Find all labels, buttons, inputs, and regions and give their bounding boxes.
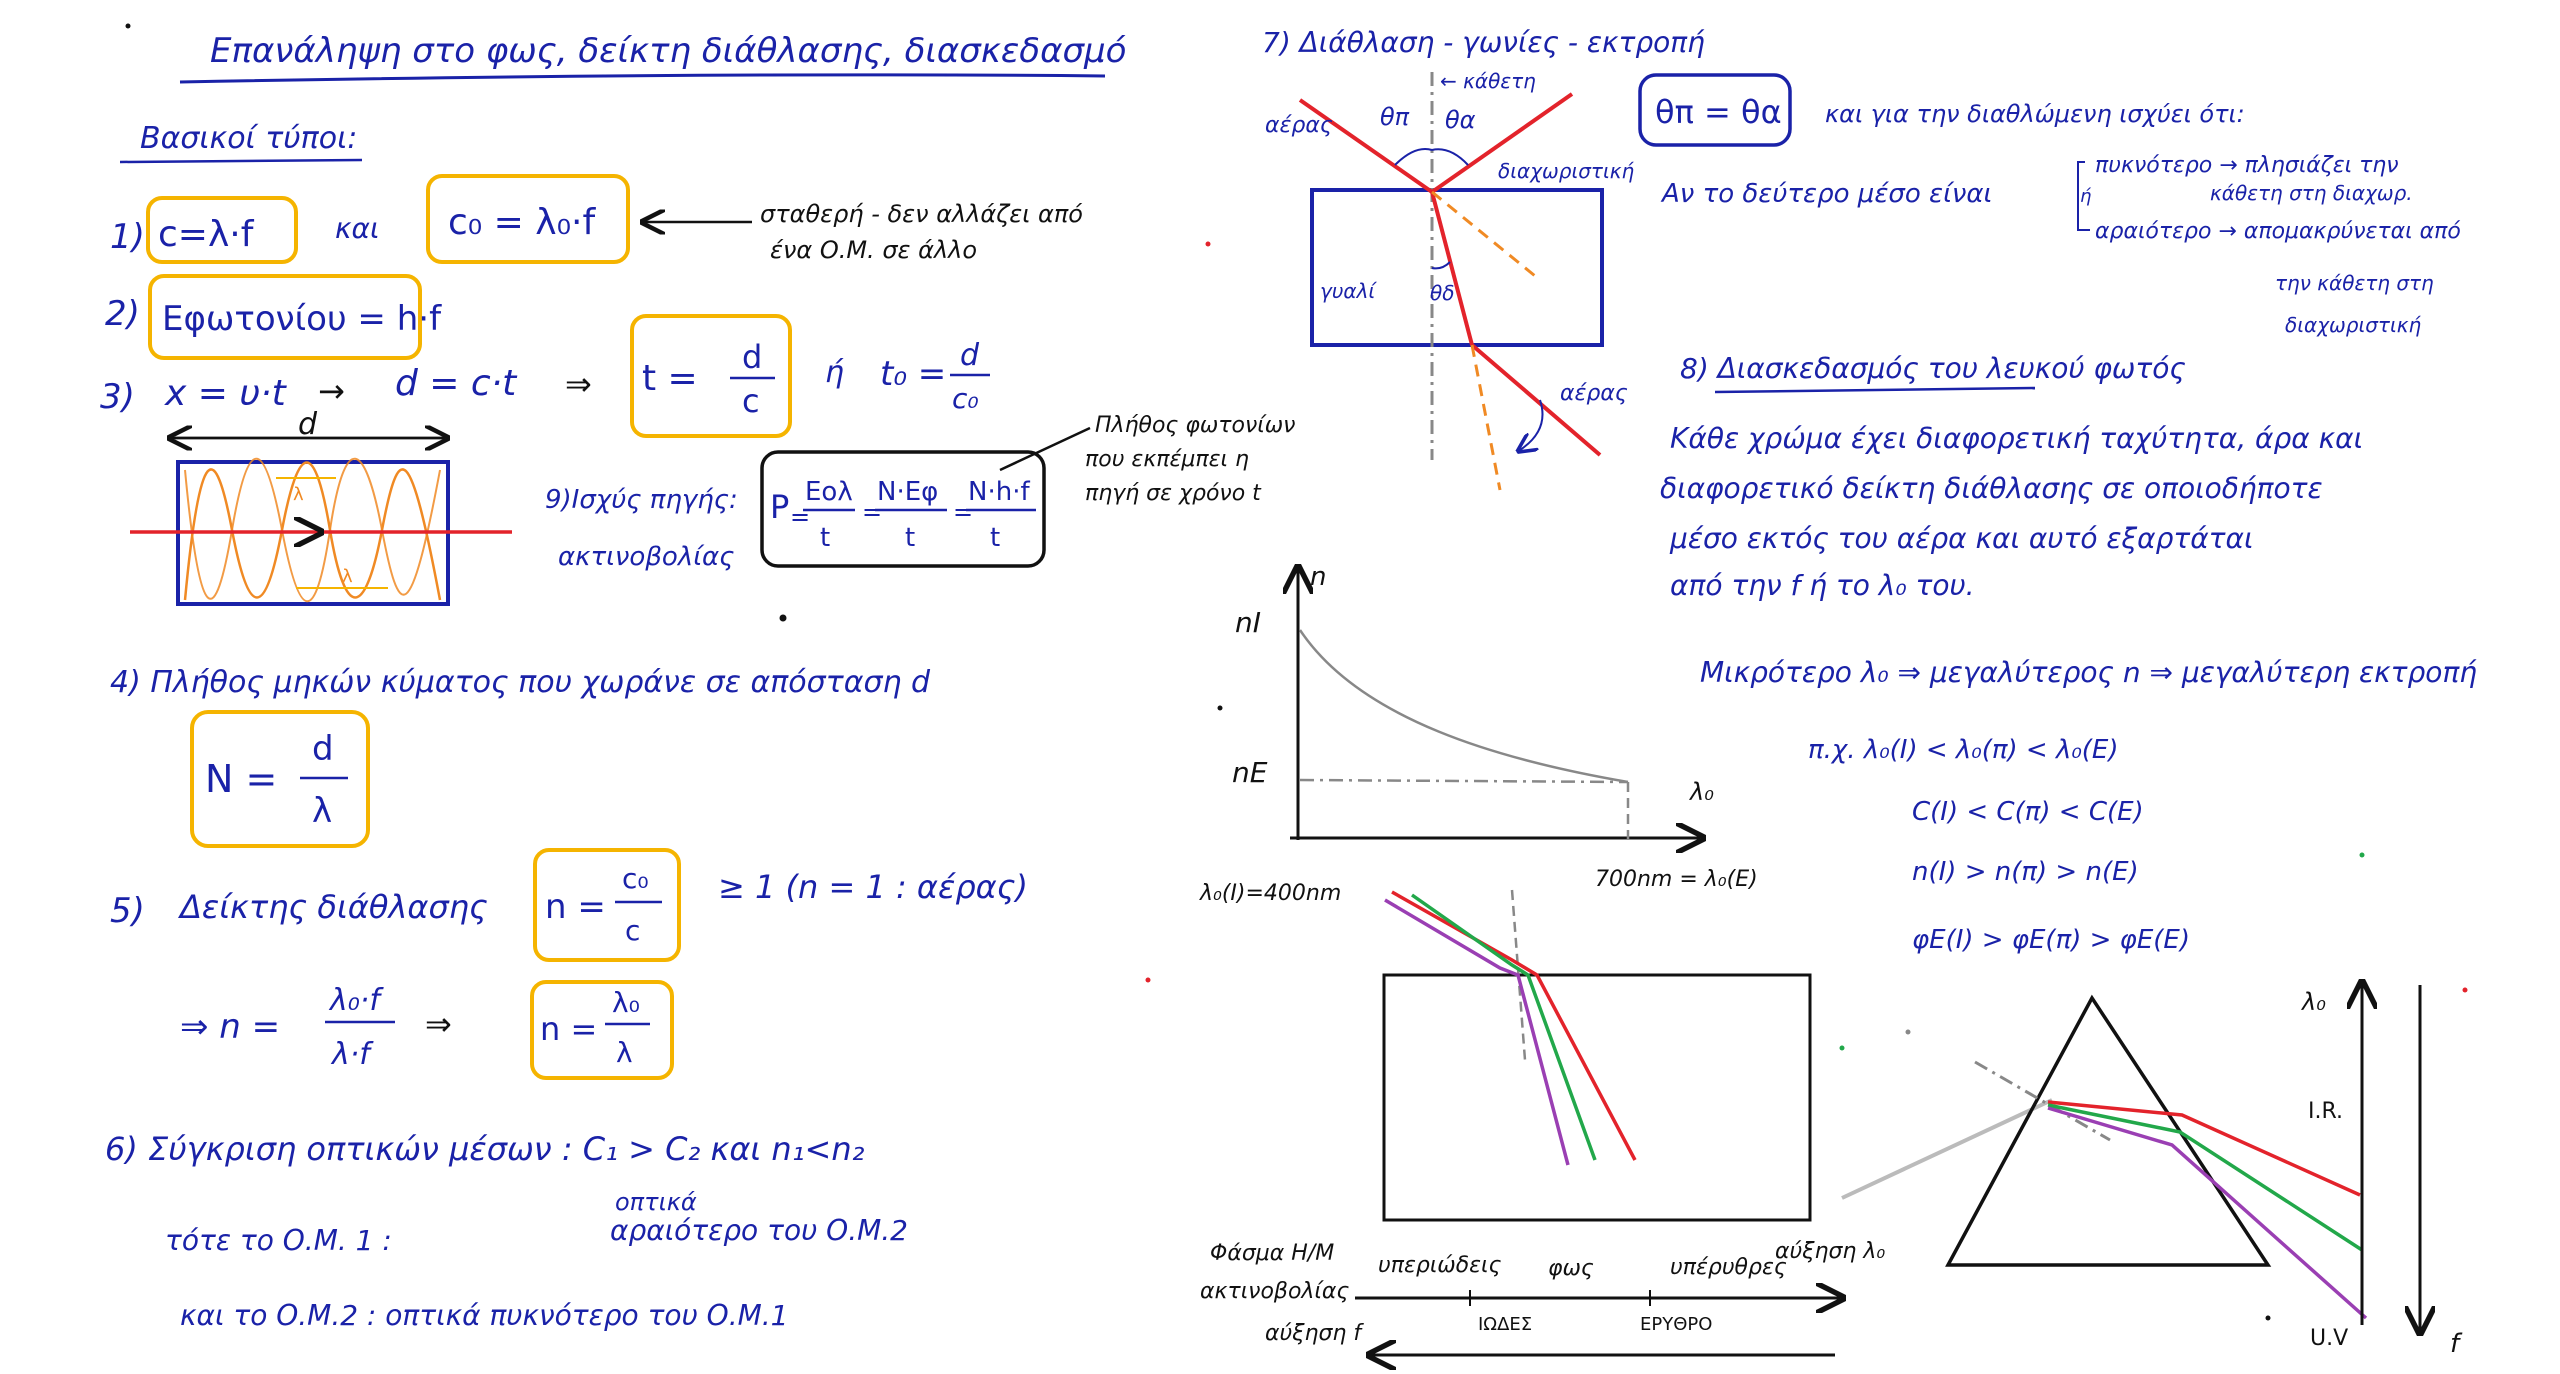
prism-f-label: f [2450, 1329, 2460, 1359]
wave-curve-2 [185, 459, 440, 602]
f9-d2: t [905, 523, 916, 553]
f3-or: ή [825, 355, 845, 390]
spectrum-uv: υπεριώδεις [1378, 1253, 1502, 1278]
dispersion-block [1384, 975, 1810, 1220]
white-light-ray [1842, 1100, 2052, 1198]
f1-note-2: ένα Ο.Μ. σε άλλο [770, 236, 978, 264]
graph-nE-label: nE [1232, 756, 1268, 789]
s8-line-3: μέσο εκτός του αέρα και αυτό εξαρτάται [1670, 522, 2254, 555]
s7-interface-label: διαχωριστική [1498, 159, 1635, 183]
heading-underline [120, 160, 362, 162]
red-ray [1392, 892, 1635, 1160]
s7-theta-p: θπ [1380, 103, 1410, 131]
f9-n1: Eολ [805, 477, 853, 507]
f3-arrow: → [318, 372, 345, 410]
s7-box-text: θπ = θα [1655, 93, 1782, 131]
dot [1906, 1030, 1911, 1035]
s7-or: ή [2080, 186, 2092, 207]
f5-l2-lhs: ⇒ n = [180, 1007, 281, 1047]
title-underline [180, 75, 1105, 82]
angle-arc-refracted [1432, 262, 1450, 268]
f3-t0-den: c₀ [952, 382, 979, 415]
lambda-bottom-label: λ [342, 566, 353, 587]
spectrum-light: φως [1548, 1256, 1594, 1281]
f9-note-3: πηγή σε χρόνο t [1085, 481, 1261, 506]
f1-formula-b: c₀ = λ₀·f [448, 202, 596, 243]
f6-line-1: 6) Σύγκριση οπτικών μέσων : C₁ > C₂ και n₁<n₂ [105, 1130, 865, 1168]
graph-lambda-label: λ₀ [1690, 778, 1714, 806]
s7-dense-2: κάθετη στη διαχωρ. [2210, 181, 2413, 205]
angle-arc-incident [1395, 149, 1432, 165]
f3-formula-a: x = υ·t [165, 373, 286, 414]
spectrum-inc-lambda: αύξηση λ₀ [1775, 1239, 1886, 1264]
s7-rule-1: και για την διαθλώμενη ισχύει ότι: [1825, 100, 2245, 128]
glass-block [1312, 190, 1602, 345]
extended-ray [1432, 192, 1540, 280]
f3-t-num: d [742, 338, 763, 376]
f3-formula-b: d = c·t [395, 363, 517, 404]
prism-ir-label: I.R. [2308, 1099, 2343, 1124]
spectrum-ir: υπέρυθρες [1670, 1255, 1787, 1280]
f1-number: 1) [110, 217, 145, 257]
f2-formula: Eφωτονίου = h·f [162, 299, 442, 339]
f9-label-1: 9)Ισχύς πηγής: [545, 485, 738, 515]
angle-arc-reflected [1432, 149, 1468, 165]
s7-theta-d: θδ [1430, 281, 1455, 305]
s8-line-2: διαφορετικό δείκτη διάθλασης σε οποιοδήποτε [1660, 472, 2323, 505]
dot [2463, 988, 2468, 993]
f3-t0-lhs: t₀ = [880, 354, 947, 394]
f5-l2-box-den: λ [616, 1036, 633, 1069]
f9-eq3: = [953, 498, 974, 526]
f5-condition: ≥ 1 (n = 1 : αέρας) [718, 868, 1028, 906]
f4-den: λ [312, 791, 333, 831]
f9-P: P [770, 488, 790, 526]
s7-air-label-2: αέρας [1560, 381, 1628, 406]
spectrum-inc-f: αύξηση f [1265, 1321, 1362, 1346]
f9-n2: N·Eφ [877, 477, 939, 507]
f6-line-2a: τότε το Ο.Μ. 1 : [165, 1224, 392, 1257]
f1-note-1: σταθερή - δεν αλλάζει από [760, 200, 1083, 228]
dot [1146, 978, 1151, 983]
lambda-top-label: λ [293, 484, 304, 505]
f3-t-den: c [742, 382, 760, 420]
f5-fnum: c₀ [622, 862, 649, 895]
f5-lhs: n = [545, 887, 606, 927]
f2-number: 2) [105, 294, 140, 334]
s8-line-4: από την f ή το λ₀ του. [1670, 569, 1975, 602]
s8-line-5: Μικρότερο λ₀ ⇒ μεγαλύτερος n ⇒ μεγαλύτερη εκτροπή [1700, 656, 2478, 689]
s7-glass-label: γυαλί [1320, 279, 1376, 303]
page-title: Επανάληψη στο φως, δείκτη διάθλασης, διασκεδασμό [210, 31, 1127, 71]
dot [126, 24, 131, 29]
s7-rule-2: Αν το δεύτερο μέσο είναι [1662, 179, 1993, 209]
graph-nE-dash [1300, 780, 1628, 782]
f6-line-2c: αραιότερο του Ο.Μ.2 [610, 1214, 908, 1247]
s7-sparse-3: διαχωριστική [2285, 313, 2422, 337]
f3-t-lhs: t = [642, 358, 698, 399]
spectrum-violet: ΙΩΔΕΣ [1478, 1314, 1533, 1335]
f9-note-1: Πλήθος φωτονίων [1095, 413, 1296, 438]
f5-fden: c [625, 914, 641, 947]
f4-text: 4) Πλήθος μηκών κύματος που χωράνε σε απόσταση d [110, 665, 931, 700]
f5-l2-box-lhs: n = [540, 1010, 598, 1048]
f4-num: d [312, 729, 334, 769]
s8-line-1: Κάθε χρώμα έχει διαφορετική ταχύτητα, άρα και [1670, 422, 2364, 455]
d-label: d [298, 407, 318, 442]
s7-sparse-2: την κάθετη στη [2275, 271, 2434, 295]
f4-lhs: N = [205, 757, 278, 801]
s7-dense: πυκνότερο → πλησιάζει την [2095, 153, 2399, 178]
f5-text: Δείκτης διάθλασης [180, 888, 488, 926]
dispersion-curve [1300, 630, 1628, 782]
s8-title: 8) Διασκεδασμός του λευκού φωτός [1680, 352, 2186, 385]
f5-l2-num: λ₀·f [330, 983, 380, 1018]
dot [1840, 1046, 1845, 1051]
f6-line-2b: οπτικά [615, 1188, 697, 1216]
f9-d1: t [820, 523, 831, 553]
dot [2266, 1316, 2271, 1321]
prism-lambda-label: λ₀ [2302, 988, 2326, 1016]
f3-number: 3) [100, 377, 135, 417]
f5-l2-implies: ⇒ [425, 1005, 452, 1043]
f3-implies: ⇒ [565, 365, 592, 403]
s8-title-underline [1715, 388, 2035, 392]
s7-normal-label: ← κάθετη [1440, 69, 1536, 93]
dot [1218, 706, 1223, 711]
dot [780, 615, 787, 622]
s7-sparse: αραιότερο → απομακρύνεται από [2095, 219, 2461, 244]
graph-x2-label: 700nm = λ₀(E) [1595, 867, 1758, 892]
graph-x1-label: λ₀(I)=400nm [1200, 881, 1342, 906]
f1-and: και [335, 212, 380, 245]
basic-formulas-heading: Βασικοί τύποι: [140, 121, 358, 156]
green-ray [1412, 895, 1595, 1160]
s7-air-label: αέρας [1265, 113, 1333, 138]
spectrum-label-2: ακτινοβολίας [1200, 1279, 1350, 1304]
f5-l2-box-num: λ₀ [612, 986, 640, 1019]
s8-line-6: π.χ. λ₀(I) < λ₀(π) < λ₀(E) [1808, 735, 2119, 765]
f1-formula-a: c=λ·f [158, 214, 254, 255]
prism-uv-label: U.V [2310, 1326, 2349, 1351]
f9-eq1: = [790, 503, 811, 531]
s8-line-7: C(I) < C(π) < C(E) [1912, 797, 2144, 827]
dot [1206, 242, 1211, 247]
graph-n-label: n [1310, 562, 1327, 592]
s8-line-8: n(I) > n(π) > n(E) [1912, 857, 2139, 887]
f5-l2-den: λ·f [332, 1037, 370, 1072]
f9-label-2: ακτινοβολίας [558, 542, 735, 572]
f6-line-3: και το Ο.Μ.2 : οπτικά πυκνότερο του Ο.Μ.1 [180, 1299, 789, 1332]
f3-t0-num: d [960, 338, 980, 373]
prism-purple-ray [2048, 1108, 2366, 1318]
s7-theta-a: θα [1445, 106, 1476, 134]
graph-nI-label: nI [1235, 606, 1262, 639]
s7-title: 7) Διάθλαση - γωνίες - εκτροπή [1262, 26, 1705, 59]
deviation-arc [1520, 400, 1543, 450]
s8-line-9: φE(I) > φE(π) > φE(E) [1912, 925, 2190, 955]
f9-eq2: = [862, 498, 883, 526]
spectrum-red: ΕΡΥΘΡΟ [1640, 1314, 1713, 1335]
f9-n3: N·h·f [968, 477, 1030, 507]
f9-d3: t [990, 523, 1001, 553]
f5-number: 5) [110, 891, 145, 931]
f9-note-2: που εκπέμπει η [1085, 447, 1249, 472]
spectrum-label-1: Φάσμα Η/Μ [1210, 1241, 1335, 1266]
dot [2360, 853, 2365, 858]
